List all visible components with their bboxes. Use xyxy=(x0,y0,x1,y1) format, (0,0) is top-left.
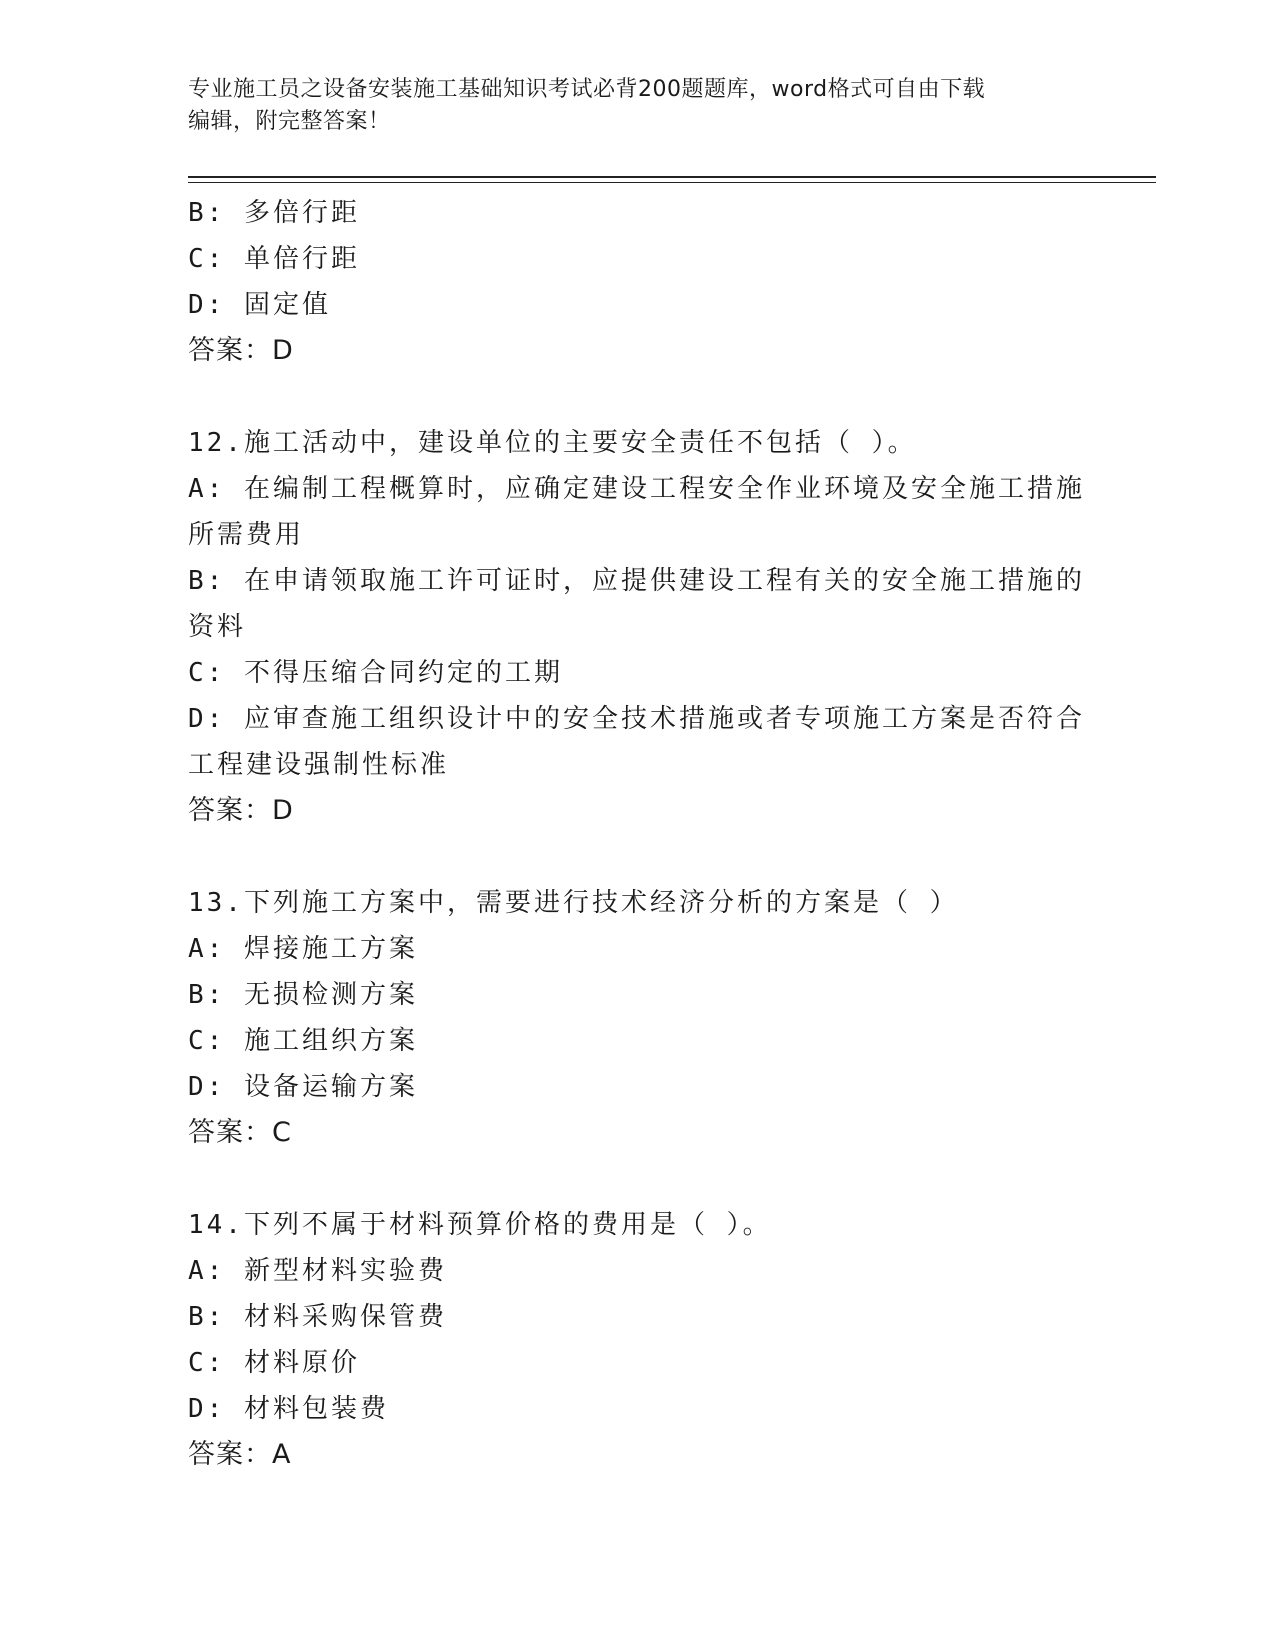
q13-answer: 答案：C xyxy=(188,1117,292,1148)
header-divider xyxy=(188,176,1156,183)
q11-option-b: B: 多倍行距 xyxy=(188,198,360,228)
q14-option-d: D: 材料包装费 xyxy=(188,1394,389,1424)
document-header xyxy=(188,74,1068,138)
q11-option-c: C: 单倍行距 xyxy=(188,244,360,274)
q11-option-d: D: 固定值 xyxy=(188,290,331,320)
question-14 xyxy=(188,1202,1088,1478)
q14-option-c: C: 材料原价 xyxy=(188,1348,360,1378)
q13-option-b: B: 无损检测方案 xyxy=(188,980,418,1010)
q12-option-a-line-1: A: 在编制工程概算时，应确定建设工程安全作业环境及安全施工措施 xyxy=(188,474,1085,504)
q14-stem: 14.下列不属于材料预算价格的费用是（ ）。 xyxy=(188,1210,772,1240)
spacer xyxy=(188,834,1088,880)
question-11 xyxy=(188,190,1088,374)
header-line-1: 专业施工员之设备安装施工基础知识考试必背200题题库，word格式可自由下载 xyxy=(188,77,986,102)
q12-option-d-line-1: D: 应审查施工组织设计中的安全技术措施或者专项施工方案是否符合 xyxy=(188,704,1085,734)
q13-option-d: D: 设备运输方案 xyxy=(188,1072,418,1102)
q14-option-b: B: 材料采购保管费 xyxy=(188,1302,447,1332)
q13-option-c: C: 施工组织方案 xyxy=(188,1026,418,1056)
spacer xyxy=(188,1156,1088,1202)
q12-option-a-line-2: 所需费用 xyxy=(188,520,305,550)
spacer xyxy=(188,374,1088,420)
q13-option-a: A: 焊接施工方案 xyxy=(188,934,418,964)
q14-answer: 答案：A xyxy=(188,1439,292,1470)
question-13 xyxy=(188,880,1088,1156)
q14-option-a: A: 新型材料实验费 xyxy=(188,1256,447,1286)
header-line-2: 编辑，附完整答案！ xyxy=(188,109,391,134)
q12-option-d-line-2: 工程建设强制性标准 xyxy=(188,750,450,780)
question-content xyxy=(188,190,1088,1478)
q12-option-b-line-2: 资料 xyxy=(188,612,247,642)
q11-answer: 答案：D xyxy=(188,335,294,366)
question-12 xyxy=(188,420,1088,834)
q12-stem: 12.施工活动中，建设单位的主要安全责任不包括（ ）。 xyxy=(188,428,917,458)
q12-option-c: C: 不得压缩合同约定的工期 xyxy=(188,658,563,688)
q13-stem: 13.下列施工方案中，需要进行技术经济分析的方案是（ ） xyxy=(188,888,959,918)
q12-answer: 答案：D xyxy=(188,795,294,826)
q12-option-b-line-1: B: 在申请领取施工许可证时，应提供建设工程有关的安全施工措施的 xyxy=(188,566,1085,596)
